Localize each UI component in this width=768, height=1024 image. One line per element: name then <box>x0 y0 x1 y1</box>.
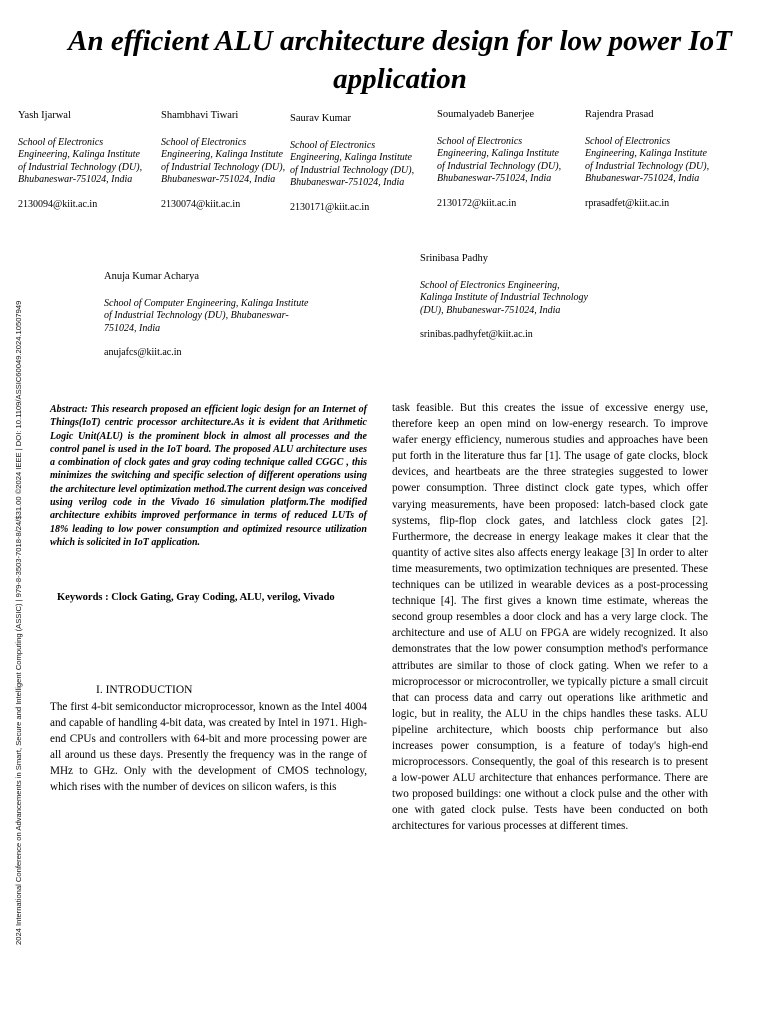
author-block <box>104 271 309 360</box>
author-email: 2130171@kiit.ac.in <box>290 201 370 213</box>
conference-sidebar-text: 2024 International Conference on Advancements in Smart, Secure and Intelligent Computing (ASSIC) | 979-8-3503-7018-8/24/$31.00 ©2024 IEEE | DOI: 10.1109/ASSIC60049.2024.10507949 <box>14 300 23 945</box>
author-email: rprasadfet@kiit.ac.in <box>585 197 670 209</box>
author-affiliation: School of Electronics Engineering, Kalinga Institute of Industrial Technology (DU), Bhubaneswar-751024, India <box>290 139 415 188</box>
author-block <box>290 113 418 214</box>
author-block <box>585 109 713 210</box>
author-name: Yash Ijarwal <box>18 110 71 121</box>
keywords: Keywords : Clock Gating, Gray Coding, ALU, verilog, Vivado <box>57 592 335 603</box>
author-email: 2130172@kiit.ac.in <box>437 197 517 209</box>
author-name: Soumalyadeb Banerjee <box>437 109 535 120</box>
author-block <box>437 109 565 210</box>
intro-paragraph: The first 4-bit semiconductor microprocessor, known as the Intel 4004 and capable of handling 4-bit data, was created by Intel in 1971. High-end CPUs and controllers with 64-bit and more processing power are all around us these days. Presently the frequency was in the range of MHz to GHz. Only with the development of CMOS technology, which rises with the number of devices on silicon wafers, is this <box>50 701 367 794</box>
author-email: 2130094@kiit.ac.in <box>18 198 98 210</box>
abstract: Abstract: This research proposed an efficient logic design for an Internet of Things(IoT) centric processor architecture.As it is evident that Arithmetic Logic Unit(ALU) is the prominent block in almost all processes and the control panel is used in the IoT board. The proposed ALU architecture uses a combination of clock gates and gray coding technique called CGGC , this minimizes the switching and specific selection of different operations using the architecture level optimization method.The current design was conceived using verilog code in the Vivado 16 simulation platform.The modified architecture exhibits improved performance in terms of reduced LUTs of 18% leading to low power consumption and optimized resource utilization which is solicited in IoT application. <box>50 404 367 548</box>
author-affiliation: School of Electronics Engineering, Kalinga Institute of Industrial Technology (DU), Bhubaneswar-751024, India <box>437 135 562 184</box>
author-email: anujafcs@kiit.ac.in <box>104 347 182 358</box>
paper-title: An efficient ALU architecture design for low power IoT application <box>68 25 732 95</box>
author-name: Anuja Kumar Acharya <box>104 271 200 282</box>
author-name: Srinibasa Padhy <box>420 253 488 264</box>
author-name: Rajendra Prasad <box>585 109 654 120</box>
right-column-text: task feasible. But this creates the issue of excessive energy use, therefore keep an open mind on low-energy research. To improve wafer energy efficiency, numerous studies and approaches have been put forth in the literature thus far [1]. The usage of gate clocks, block devices, and heartbeats are the three strategies suggested to lower power consumption. Three distinct clock gate types, which offer varying measurements, have been proposed: latch-based clock gate systems, flip-flop clock gates, and latchless clock gates [2]. Furthermore, the decrease in energy leakage makes it clear that the quantity of active sites also affects energy leakage [3] In order to alter time measurements, two optimization techniques are presented. These techniques can be utilized in wearable devices as a post-processing technique [4]. The first gives a known time estimate, whereas the second group resembles a door clock and has a very large clock. The architecture and use of ALU on FPGA are widely recognized. It also demonstrates that the low power consumption method's performance attributes are similar to those of clock gating. When we refer to a microprocessor or microcontroller, we typically picture a small circuit that can process data and carry out operations like arithmetic and logic, but in reality, the ALU in the chips handles these tasks. ALU pipeline architecture, which boosts chip performance but also increases power consumption, is a feature of today's high-end microprocessors. Consequently, the goal of this research is to present a low-power ALU architecture that enhances performance. There are two proposed buildings: one without a clock pulse and the other with one with gated clock pulse. Tests have been conducted on both architectures for various processes at different times. <box>392 402 708 833</box>
author-email: 2130074@kiit.ac.in <box>161 198 241 210</box>
author-block <box>18 110 146 211</box>
author-affiliation: School of Computer Engineering, Kalinga Institute of Industrial Technology (DU), Bhubaneswar-751024, India <box>104 297 309 334</box>
author-affiliation: School of Electronics Engineering, Kalinga Institute of Industrial Technology (DU), Bhubaneswar-751024, India <box>585 135 710 184</box>
author-email: srinibas.padhyfet@kiit.ac.in <box>420 329 533 340</box>
author-affiliation: School of Electronics Engineering, Kalinga Institute of Industrial Technology (DU), Bhubaneswar-751024, India <box>18 136 143 185</box>
author-affiliation: School of Electronics Engineering, Kalinga Institute of Industrial Technology (DU), Bhubaneswar-751024, India <box>420 279 588 316</box>
author-affiliation: School of Electronics Engineering, Kalinga Institute of Industrial Technology (DU), Bhubaneswar-751024, India <box>161 136 286 185</box>
author-name: Saurav Kumar <box>290 113 351 124</box>
author-name: Shambhavi Tiwari <box>161 110 239 121</box>
author-block <box>420 253 592 342</box>
author-block <box>161 110 289 211</box>
section-heading: I. INTRODUCTION <box>96 684 193 696</box>
